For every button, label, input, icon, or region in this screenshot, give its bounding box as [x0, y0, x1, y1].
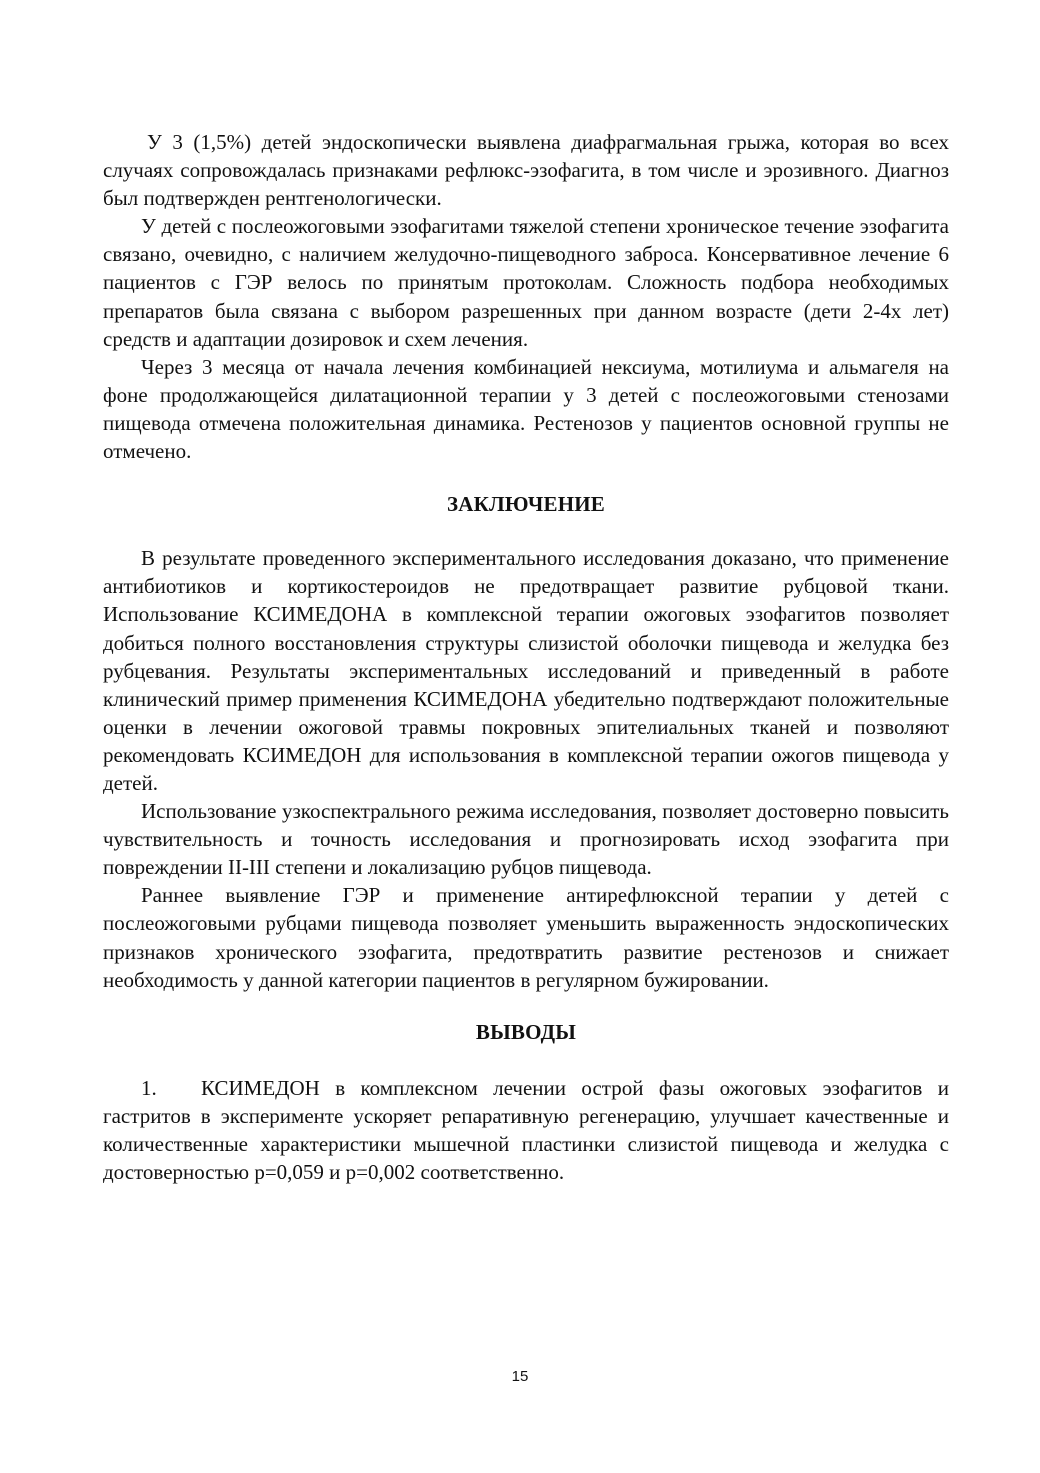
body-paragraph-3: Через 3 месяца от начала лечения комбинацией нексиума, мотилиума и альмагеля на фоне продолжающейся дилатационной терапии у 3 детей с послеожоговыми стенозами пищевода отмечена положительная динамика. Рестенозов у пациентов основной группы не отмечено. — [103, 354, 949, 464]
conclusion-paragraph-2: Использование узкоспектрального режима исследования, позволяет достоверно повысить чувствительность и точность исследования и прогнозировать исход эзофагита при повреждении II-III степени и локализацию рубцов пищевода. — [103, 799, 949, 880]
conclusion-heading: ЗАКЛЮЧЕНИЕ — [446, 492, 606, 517]
conclusion-paragraph-3: Раннее выявление ГЭР и применение антирефлюксной терапии у детей с послеожоговыми рубцами пищевода позволяет уменьшить выраженность эндоскопических признаков хронического эзофагита, предотвратить развитие рестенозов и снижает необходимость у данной категории пациентов в регулярном бужировании. — [103, 883, 949, 992]
body-paragraph-2: У детей с послеожоговыми эзофагитами тяжелой степени хроническое течение эзофагита связано, очевидно, с наличием желудочно-пищеводного заброса. Консервативное лечение 6 пациентов с ГЭР велось по принятым протоколам. Сложность подбора необходимых препаратов была связана с выбором разрешенных при данном возрасте (дети 2-4х лет) средств и адаптации дозировок и схем лечения. — [103, 214, 949, 351]
page-number: 15 — [511, 1368, 529, 1385]
findings-item-1-text: КСИМЕДОН в комплексном лечении острой фазы ожоговых эзофагитов и гастритов в эксперименте ускоряет репаративную регенерацию, улучшает качественные и количественные характеристики мышечной пластинки слизистой пищевода и желудка с достоверностью p=0,059 и p=0,002 соответственно. — [103, 1075, 949, 1185]
findings-item-1 — [103, 1074, 949, 1186]
conclusion-paragraph-1: В результате проведенного экспериментального исследования доказано, что применение антибиотиков и кортикостероидов не предотвращает развитие рубцовой ткани. Использование КСИМЕДОНА в комплексной терапии ожоговых эзофагитов позволяет добиться полного восстановления структуры слизистой оболочки пищевода и желудка без рубцевания. Результаты экспериментальных исследований и приведенный в работе клинический пример применения КСИМЕДОНА убедительно подтверждают положительные оценки в лечении ожоговой травмы покровных эпителиальных тканей и позволяют рекомендовать КСИМЕДОН для использования в комплексной терапии ожогов пищевода у детей. — [103, 546, 949, 795]
body-paragraph-1: У 3 (1,5%) детей эндоскопически выявлена диафрагмальная грыжа, которая во всех случаях сопровождалась признаками рефлюкс-эзофагита, в том числе и эрозивного. Диагноз был подтвержден рентгенологически. — [103, 130, 949, 211]
findings-item-1-number: 1. — [141, 1075, 157, 1100]
document-page — [103, 128, 949, 1186]
findings-heading: ВЫВОДЫ — [475, 1019, 577, 1044]
